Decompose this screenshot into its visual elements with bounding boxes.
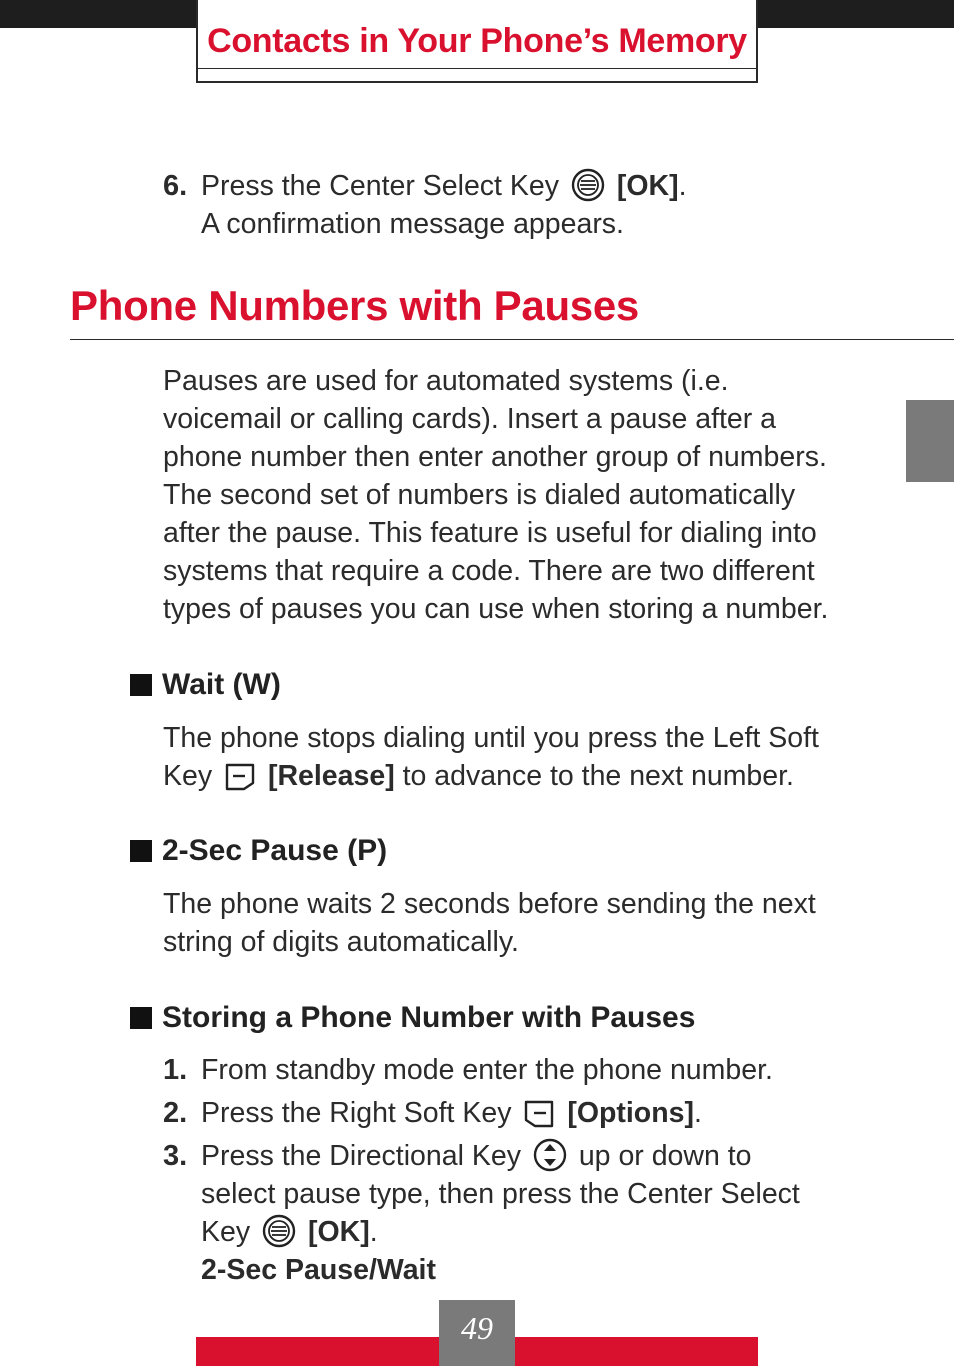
step-6-number: 6. [163,170,188,202]
step-3-number: 3. [163,1140,188,1172]
wait-title: Wait (W) [162,668,281,701]
intro-line: systems that require a code. There are two different [163,555,815,587]
step-3-key-word: Key [201,1216,251,1248]
step-2-period: . [693,1097,702,1129]
storing-title: Storing a Phone Number with Pauses [162,1001,696,1034]
right-soft-key-icon [523,1099,555,1139]
intro-line: types of pauses you can use when storing a number. [163,593,829,625]
step-6-key-label: [OK] [616,170,679,202]
intro-line: phone number then enter another group of numbers. [163,441,827,473]
intro-line: The second set of numbers is dialed automatically [163,479,796,511]
pause-line-2: string of digits automatically. [163,926,519,958]
bullet-square-icon [130,840,152,862]
wait-subheading [130,666,281,704]
header-bar-right [756,0,954,28]
step-2-line [201,1094,702,1139]
wait-key-label: [Release] [267,760,395,792]
step-3-line-2: select pause type, then press the Center Select [201,1178,800,1210]
wait-line-2-end: to advance to the next number. [394,760,794,792]
step-1-number: 1. [163,1054,188,1086]
pause-title: 2-Sec Pause (P) [162,834,388,867]
page-number-box [439,1300,515,1366]
step-6-line-2: A confirmation message appears. [201,208,624,240]
left-soft-key-icon [224,762,256,802]
step-2-number: 2. [163,1097,188,1129]
step-3-key-label: [OK] [307,1216,370,1248]
intro-line: after the pause. This feature is useful for dialing into [163,517,817,549]
step-3-option: 2-Sec Pause/Wait [201,1254,436,1286]
step-3-period: . [369,1216,378,1248]
bullet-square-icon [130,1007,152,1029]
step-2-text: Press the Right Soft Key [201,1097,512,1129]
pause-subheading [130,832,387,870]
header-bar-left [0,0,198,28]
header-title-underline [198,68,756,69]
intro-paragraph [163,362,828,628]
intro-line: Pauses are used for automated systems (i.e. [163,365,729,397]
intro-line: voicemail or calling cards). Insert a pause after a [163,403,777,435]
section-title: Phone Numbers with Pauses [70,282,639,329]
header-title: Contacts in Your Phone’s Memory [207,22,747,60]
wait-line-1: The phone stops dialing until you press the Left Soft [163,722,819,754]
wait-line-2 [163,757,794,802]
step-3-text: Press the Directional Key [201,1140,521,1172]
header-title-box [196,0,758,83]
page-number: 49 [461,1310,493,1346]
step-3-text-end: up or down to [570,1140,752,1172]
pause-line-1: The phone waits 2 seconds before sending the next [163,888,816,920]
step-6-text: Press the Center Select Key [201,170,560,202]
step-6-period: . [678,170,687,202]
section-title-rule [70,339,954,340]
storing-subheading [130,999,695,1037]
bullet-square-icon [130,674,152,696]
wait-key-word: Key [163,760,213,792]
step-1-text: From standby mode enter the phone number. [201,1054,773,1086]
chapter-side-tab [906,400,954,482]
step-2-key-label: [Options] [567,1097,694,1129]
